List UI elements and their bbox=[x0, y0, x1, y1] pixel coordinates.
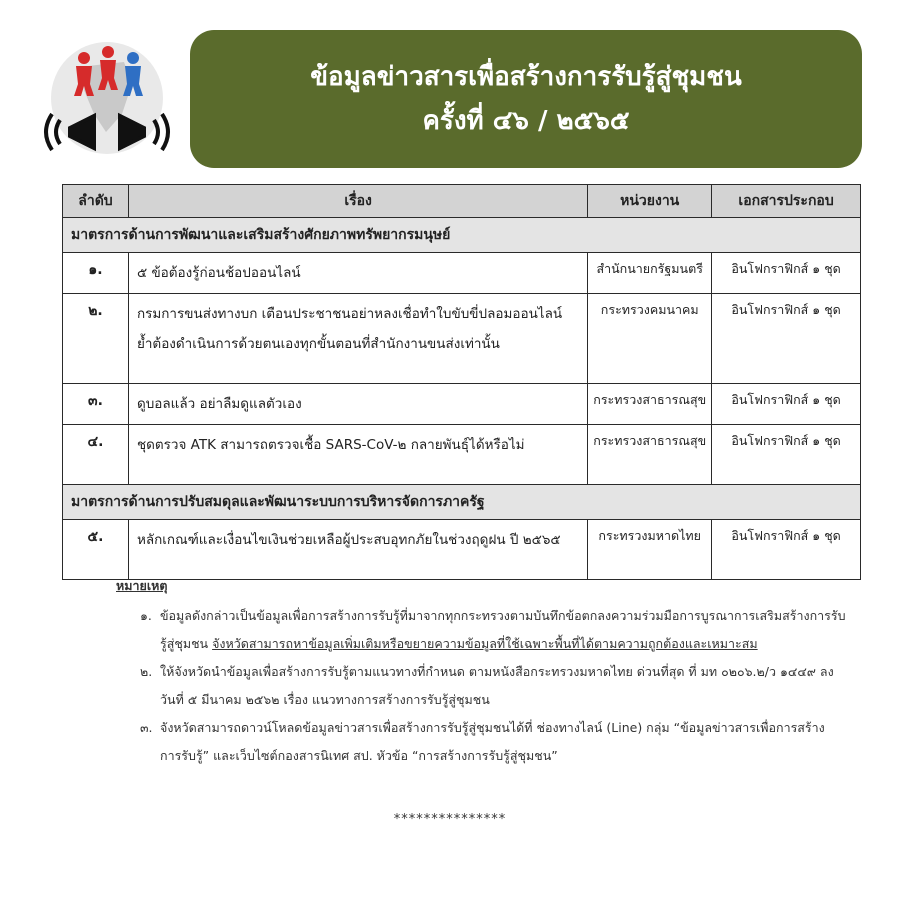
row-number: ๒. bbox=[63, 294, 129, 384]
note-item bbox=[140, 714, 846, 770]
section-title: มาตรการด้านการพัฒนาและเสริมสร้างศักยภาพทรัพยากรมนุษย์ bbox=[63, 218, 861, 253]
page-title: ข้อมูลข่าวสารเพื่อสร้างการรับรู้สู่ชุมชน bbox=[310, 62, 742, 92]
issue-number: ครั้งที่ ๔๖ / ๒๕๖๕ bbox=[422, 106, 630, 136]
row-number: ๓. bbox=[63, 384, 129, 425]
notes-heading: หมายเหตุ bbox=[116, 578, 168, 593]
people-megaphone-logo bbox=[36, 36, 178, 164]
notes-section bbox=[116, 572, 846, 770]
note-item bbox=[140, 602, 846, 658]
row-document: อินโฟกราฟิกส์ ๑ ชุด bbox=[712, 520, 861, 580]
header-topic: เรื่อง bbox=[128, 185, 587, 218]
note-text-underlined: จังหวัดสามารถหาข้อมูลเพิ่มเติมหรือขยายความข้อมูลที่ใช้เฉพาะพื้นที่ได้ตามความถูกต้องและเหมาะสม bbox=[212, 636, 758, 651]
header-no: ลำดับ bbox=[63, 185, 129, 218]
row-agency: กระทรวงสาธารณสุข bbox=[588, 384, 712, 425]
row-number: ๑. bbox=[63, 253, 129, 294]
row-number: ๕. bbox=[63, 520, 129, 580]
row-document: อินโฟกราฟิกส์ ๑ ชุด bbox=[712, 425, 861, 485]
header-document: เอกสารประกอบ bbox=[712, 185, 861, 218]
table-row bbox=[63, 294, 861, 384]
table-row bbox=[63, 253, 861, 294]
section-title: มาตรการด้านการปรับสมดุลและพัฒนาระบบการบริหารจัดการภาครัฐ bbox=[63, 485, 861, 520]
note-number: ๒. bbox=[140, 664, 153, 679]
header-agency: หน่วยงาน bbox=[588, 185, 712, 218]
row-agency: กระทรวงสาธารณสุข bbox=[588, 425, 712, 485]
row-topic: ชุดตรวจ ATK สามารถตรวจเชื้อ SARS-CoV-๒ กลายพันธุ์ได้หรือไม่ bbox=[128, 425, 587, 485]
note-text: จังหวัดสามารถดาวน์โหลดข้อมูลข่าวสารเพื่อสร้างการรับรู้สู่ชุมชนได้ที่ ช่องทางไลน์ (Line) กลุ่ม “ข้อมูลข่าวสารเพื่อการสร้างการรับรู้” และเว็บไซต์กองสารนิเทศ สป. หัวข้อ “การสร้างการรับรู้สู่ชุมชน” bbox=[160, 720, 825, 763]
row-number: ๔. bbox=[63, 425, 129, 485]
note-number: ๓. bbox=[140, 720, 153, 735]
section-row bbox=[63, 218, 861, 253]
table-row bbox=[63, 520, 861, 580]
note-number: ๑. bbox=[140, 608, 152, 623]
note-text-plain: ข้อมูลดังกล่าวเป็นข้อมูลเพื่อการสร้างการรับรู้ที่มาจากทุกกระทรวงตามบันทึกข้อตกลงความร่วมมือการบูรณาการเสริมสร้างการรับรู้สู่ชุมชน bbox=[160, 608, 846, 651]
table-row bbox=[63, 384, 861, 425]
row-document: อินโฟกราฟิกส์ ๑ ชุด bbox=[712, 384, 861, 425]
row-agency: สำนักนายกรัฐมนตรี bbox=[588, 253, 712, 294]
row-topic: กรมการขนส่งทางบก เตือนประชาชนอย่าหลงเชื่อทำใบขับขี่ปลอมออนไลน์ ย้ำต้องดำเนินการด้วยตนเองทุกขั้นตอนที่สำนักงานขนส่งเท่านั้น bbox=[128, 294, 587, 384]
note-text bbox=[160, 602, 846, 658]
info-table bbox=[62, 184, 861, 580]
table-row bbox=[63, 425, 861, 485]
section-row bbox=[63, 485, 861, 520]
row-topic: ดูบอลแล้ว อย่าลืมดูแลตัวเอง bbox=[128, 384, 587, 425]
note-text: ให้จังหวัดนำข้อมูลเพื่อสร้างการรับรู้ตามแนวทางที่กำหนด ตามหนังสือกระทรวงมหาดไทย ด่วนที่สุด ที่ มท ๐๒๐๖.๒/ว ๑๔๔๙ ลงวันที่ ๕ มีนาคม ๒๕๖๒ เรื่อง แนวทางการสร้างการรับรู้สู่ชุมชน bbox=[160, 664, 834, 707]
row-agency: กระทรวงคมนาคม bbox=[588, 294, 712, 384]
row-document: อินโฟกราฟิกส์ ๑ ชุด bbox=[712, 253, 861, 294]
end-divider: *************** bbox=[393, 812, 507, 827]
row-agency: กระทรวงมหาดไทย bbox=[588, 520, 712, 580]
row-topic: ๕ ข้อต้องรู้ก่อนช้อปออนไลน์ bbox=[128, 253, 587, 294]
row-topic: หลักเกณฑ์และเงื่อนไขเงินช่วยเหลือผู้ประสบอุทกภัยในช่วงฤดูฝน ปี ๒๕๖๕ bbox=[128, 520, 587, 580]
table-header-row bbox=[63, 185, 861, 218]
note-item bbox=[140, 658, 846, 714]
row-document: อินโฟกราฟิกส์ ๑ ชุด bbox=[712, 294, 861, 384]
title-banner bbox=[190, 30, 862, 168]
